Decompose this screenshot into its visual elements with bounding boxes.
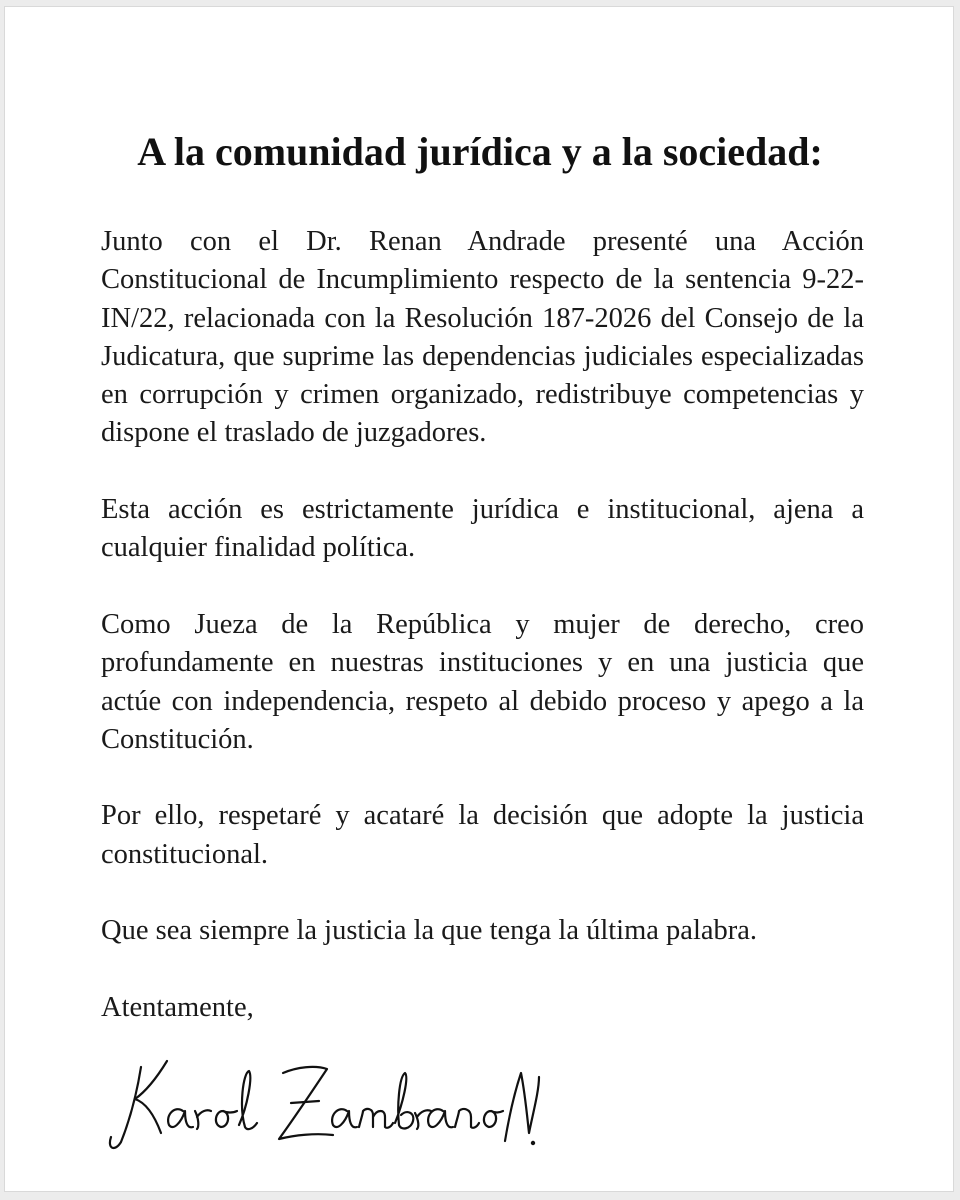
letter-title: A la comunidad jurídica y a la sociedad: [137, 129, 823, 174]
paragraph-respect: Por ello, respetaré y acataré la decisión que adopte la justicia constitucional. [101, 800, 864, 870]
paragraph-action: Junto con el Dr. Renan Andrade presenté una Acción Constitucional de Incumplimiento respecto de la sentencia 9-22-IN/22, relacionada con la Resolución 187-2026 del Consejo de la Judicatura, que suprime las dependencias judiciales especializadas en corrupción y crimen organizado, redistribuye competencias y dispone el traslado de juzgadores. [101, 226, 864, 449]
letter-body [101, 223, 864, 1027]
handwritten-signature [101, 1037, 541, 1157]
closing-salutation: Atentamente, [101, 991, 254, 1023]
paragraph-belief: Como Jueza de la República y mujer de derecho, creo profundamente en nuestras instituciones y en una justicia que actúe con independencia, respeto al debido proceso y apego a la Constitución. [101, 608, 864, 755]
paragraph-nature: Esta acción es estrictamente jurídica e institucional, ajena a cualquier finalidad política. [101, 494, 864, 564]
letter-page [4, 6, 954, 1192]
paragraph-final-word: Que sea siempre la justicia la que tenga la última palabra. [101, 915, 758, 947]
